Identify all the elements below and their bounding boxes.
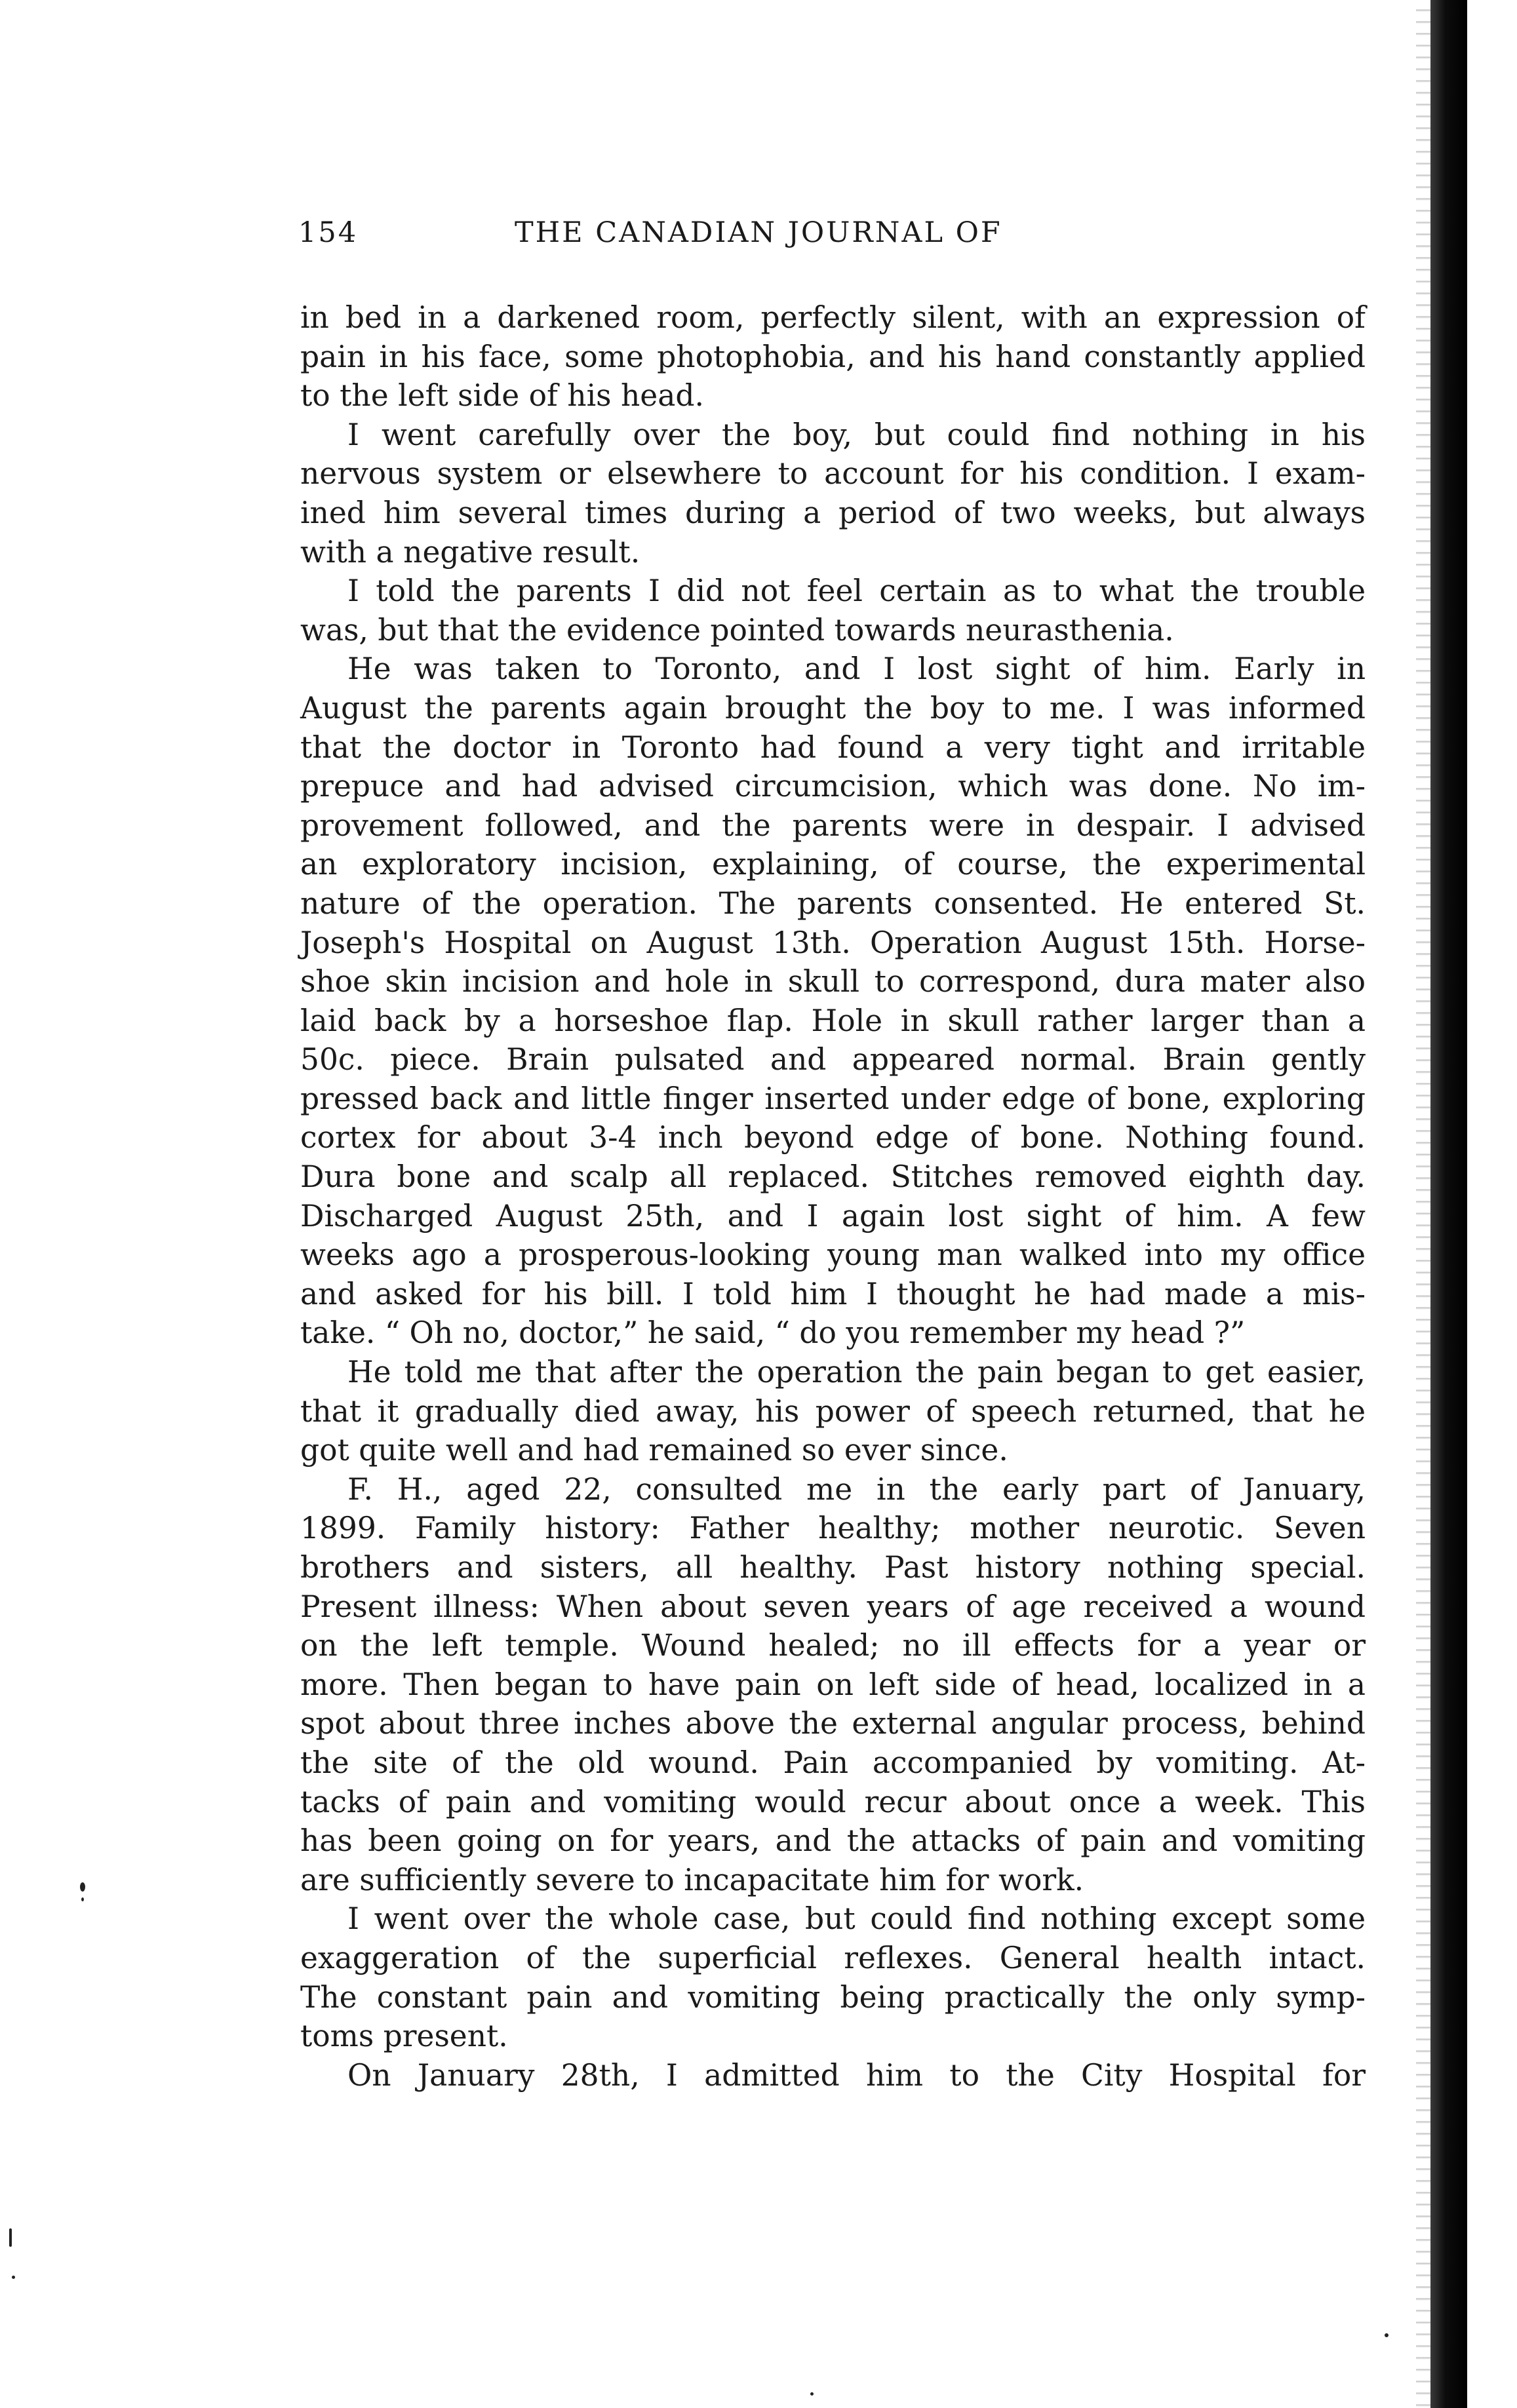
body-text xyxy=(300,298,1366,2095)
text-line: 1899. Family history: Father healthy; mother neurotic. Seven xyxy=(300,1511,1366,1546)
scan-speck xyxy=(9,2228,12,2247)
text-line: He was taken to Toronto, and I lost sight of him. Early in xyxy=(347,651,1366,687)
text-line: Dura bone and scalp all replaced. Stitches removed eighth day. xyxy=(300,1159,1366,1195)
text-line: on the left temple. Wound healed; no ill effects for a year or xyxy=(300,1628,1366,1663)
text-line: an exploratory incision, explaining, of course, the experimental xyxy=(300,847,1366,882)
text-line: Present illness: When about seven years of age received a wound xyxy=(300,1589,1366,1624)
scan-speck xyxy=(1385,2333,1389,2337)
text-line: exaggeration of the superficial reflexes. General health intact. xyxy=(300,1940,1366,1975)
text-line: got quite well and had remained so ever since. xyxy=(300,1433,1008,1468)
text-line: and asked for his bill. I told him I thought he had made a mis- xyxy=(300,1276,1366,1311)
text-line: I went over the whole case, but could find nothing except some xyxy=(347,1901,1366,1937)
text-line: F. H., aged 22, consulted me in the early part of January, xyxy=(347,1471,1366,1507)
text-line: provement followed, and the parents were in despair. I advised xyxy=(300,807,1366,843)
page-edge-shadow xyxy=(1416,0,1432,2408)
text-line: to the left side of his head. xyxy=(300,378,704,414)
text-line: in bed in a darkened room, perfectly silent, with an expression of xyxy=(300,300,1366,335)
scan-speck xyxy=(81,1897,84,1901)
text-line: weeks ago a prosperous-looking young man walked into my office xyxy=(300,1237,1366,1273)
text-line: take. “ Oh no, doctor,” he said, “ do you remember my head ?” xyxy=(300,1315,1246,1351)
text-line: shoe skin incision and hole in skull to correspond, dura mater also xyxy=(300,964,1366,1000)
text-line: prepuce and had advised circumcision, which was done. No im- xyxy=(300,769,1366,804)
text-line: tacks of pain and vomiting would recur about once a week. This xyxy=(300,1784,1366,1819)
text-line: ined him several times during a period of two weeks, but always xyxy=(300,495,1366,530)
page-header xyxy=(298,216,1131,256)
text-line: The constant pain and vomiting being practically the only symp- xyxy=(300,1979,1366,2015)
text-line: more. Then began to have pain on left side of head, localized in a xyxy=(300,1667,1366,1702)
text-line: nervous system or elsewhere to account for his condition. I exam- xyxy=(300,456,1366,492)
text-line: that the doctor in Toronto had found a very tight and irritable xyxy=(300,729,1366,765)
text-line: toms present. xyxy=(300,2019,508,2054)
text-line: has been going on for years, and the attacks of pain and vomiting xyxy=(300,1823,1366,1859)
text-line: I went carefully over the boy, but could find nothing in his xyxy=(347,417,1366,452)
text-line: cortex for about 3-4 inch beyond edge of bone. Nothing found. xyxy=(300,1120,1366,1155)
text-line: pain in his face, some photophobia, and his hand constantly applied xyxy=(300,339,1366,374)
text-line: Discharged August 25th, and I again lost sight of him. A few xyxy=(300,1198,1366,1233)
text-line: with a negative result. xyxy=(300,534,640,570)
text-line: spot about three inches above the external angular process, behind xyxy=(300,1706,1366,1741)
text-line: that it gradually died away, his power of speech returned, that he xyxy=(300,1393,1366,1429)
text-line: was, but that the evidence pointed towards neurasthenia. xyxy=(300,612,1174,648)
text-line: I told the parents I did not feel certain as to what the trouble xyxy=(347,573,1366,609)
text-line: On January 28th, I admitted him to the City Hospital for xyxy=(347,2057,1366,2093)
scan-speck xyxy=(80,1882,85,1892)
page-number: 154 xyxy=(298,216,359,249)
text-line: laid back by a horseshoe flap. Hole in skull rather larger than a xyxy=(300,1003,1366,1038)
text-line: He told me that after the operation the pain began to get easier, xyxy=(347,1355,1366,1390)
text-line: Joseph's Hospital on August 13th. Operation August 15th. Horse- xyxy=(300,925,1366,960)
scan-speck xyxy=(12,2276,15,2279)
text-line: nature of the operation. The parents consented. He entered St. xyxy=(300,885,1366,921)
running-head: THE CANADIAN JOURNAL OF xyxy=(515,216,1002,249)
scan-speck xyxy=(810,2392,814,2396)
text-line: the site of the old wound. Pain accompanied by vomiting. At- xyxy=(300,1745,1366,1780)
text-line: 50c. piece. Brain pulsated and appeared normal. Brain gently xyxy=(300,1042,1366,1078)
text-line: August the parents again brought the boy to me. I was informed xyxy=(300,690,1366,726)
text-line: brothers and sisters, all healthy. Past history nothing special. xyxy=(300,1550,1366,1585)
book-spine-shadow xyxy=(1430,0,1467,2408)
text-line: are sufficiently severe to incapacitate him for work. xyxy=(300,1862,1084,1897)
text-line: pressed back and little finger inserted under edge of bone, exploring xyxy=(300,1081,1366,1116)
